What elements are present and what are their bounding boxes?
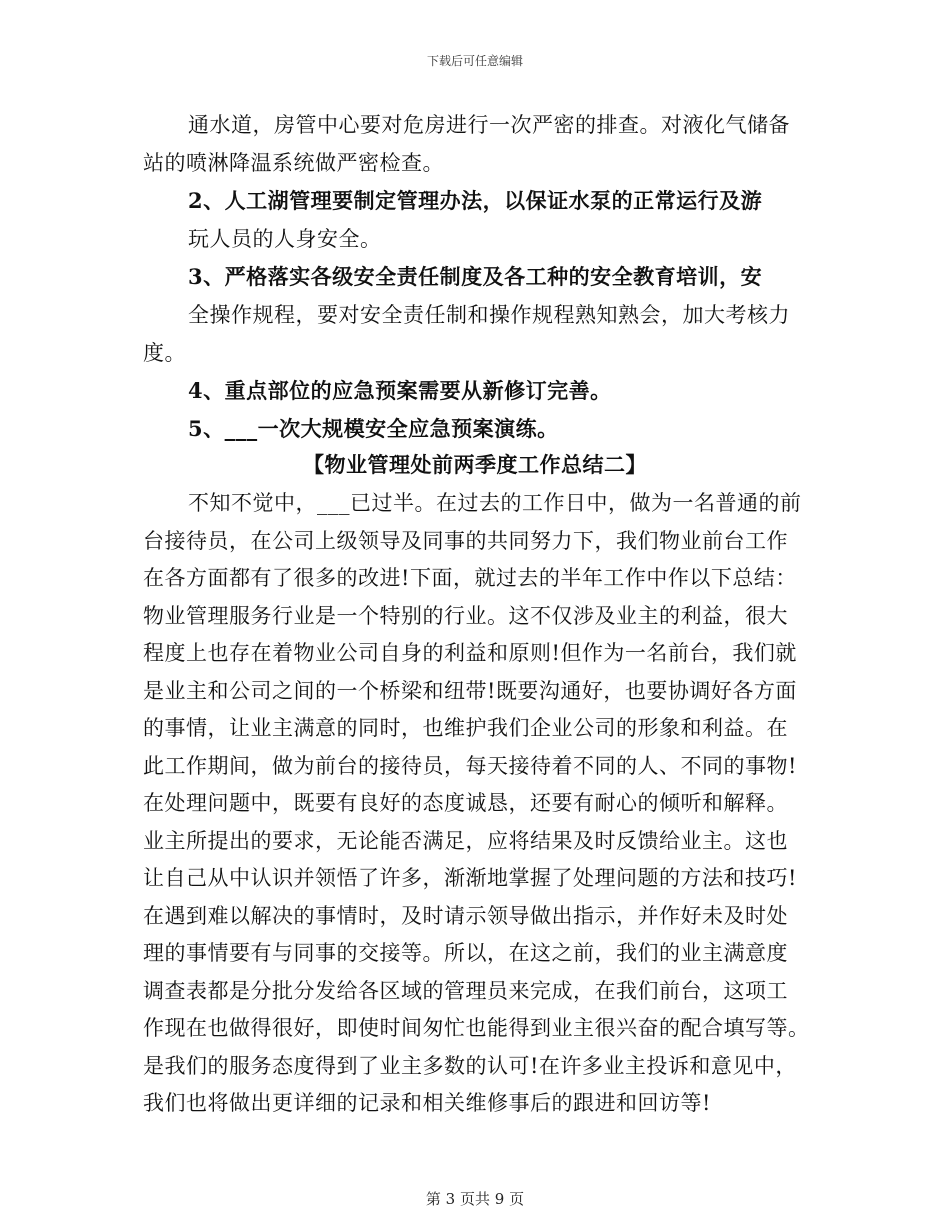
paragraph-line: 是我们的服务态度得到了业主多数的认可!在许多业主投诉和意见中， bbox=[143, 1053, 797, 1078]
paragraph-line: 在各方面都有了很多的改进!下面，就过去的半年工作中作以下总结： bbox=[143, 566, 797, 590]
paragraph-line: 我们也将做出更详细的记录和相关维修事后的跟进和回访等! bbox=[143, 1091, 711, 1115]
list-item-5: 5、___一次大规模安全应急预案演练。 bbox=[188, 416, 559, 441]
paragraph-line: 程度上也存在着物业公司自身的利益和原则!但作为一名前台，我们就 bbox=[143, 641, 797, 665]
list-item-4: 4、重点部位的应急预案需要从新修订完善。 bbox=[188, 378, 612, 403]
paragraph-line: 在遇到难以解决的事情时，及时请示领导做出指示，并作好未及时处 bbox=[143, 903, 788, 928]
paragraph-line: 度。 bbox=[143, 341, 186, 365]
paragraph-line: 业主所提出的要求，无论能否满足，应将结果及时反馈给业主。这也 bbox=[143, 828, 788, 853]
paragraph-line: 物业管理服务行业是一个特别的行业。这不仅涉及业主的利益，很大 bbox=[143, 603, 788, 628]
paragraph-line: 作现在也做得很好，即使时间匆忙也能得到业主很兴奋的配合填写等。 bbox=[143, 1016, 810, 1040]
page-header: 下载后可任意编辑 bbox=[426, 54, 523, 68]
page-footer: 第 3 页共 9 页 bbox=[425, 1190, 525, 1208]
paragraph-line: 让自己从中认识并领悟了许多，渐渐地掌握了处理问题的方法和技巧! bbox=[143, 866, 797, 890]
paragraph-line: 此工作期间，做为前台的接待员，每天接待着不同的人、不同的事物! bbox=[143, 753, 797, 778]
list-item-3: 3、严格落实各级安全责任制度及各工种的安全教育培训，安 bbox=[188, 264, 763, 289]
paragraph-line: 在处理问题中，既要有良好的态度诚恳，还要有耐心的倾听和解释。 bbox=[143, 791, 788, 815]
paragraph-line: 理的事情要有与同事的交接等。所以，在这之前，我们的业主满意度 bbox=[143, 941, 788, 965]
paragraph-line: 通水道，房管中心要对危房进行一次严密的排查。对液化气储备 bbox=[188, 113, 790, 137]
paragraph-line: 台接待员，在公司上级领导及同事的共同努力下，我们物业前台工作 bbox=[143, 528, 788, 553]
list-item-2: 2、人工湖管理要制定管理办法，以保证水泵的正常运行及游 bbox=[188, 188, 763, 213]
paragraph-line: 玩人员的人身安全。 bbox=[188, 227, 382, 251]
paragraph-line: 的事情，让业主满意的同时，也维护我们企业公司的形象和利益。在 bbox=[143, 716, 788, 740]
section-title: 【物业管理处前两季度工作总结二】 bbox=[303, 452, 647, 477]
paragraph-line: 是业主和公司之间的一个桥梁和纽带!既要沟通好，也要协调好各方面 bbox=[143, 678, 797, 703]
paragraph-line: 站的喷淋降温系统做严密检查。 bbox=[143, 151, 444, 175]
paragraph-line: 调查表都是分批分发给各区域的管理员来完成，在我们前台，这项工 bbox=[143, 978, 788, 1003]
paragraph-line: 全操作规程，要对安全责任制和操作规程熟知熟会，加大考核力 bbox=[188, 303, 790, 327]
paragraph-line: 不知不觉中，___已过半。在过去的工作日中，做为一名普通的前 bbox=[188, 491, 802, 515]
